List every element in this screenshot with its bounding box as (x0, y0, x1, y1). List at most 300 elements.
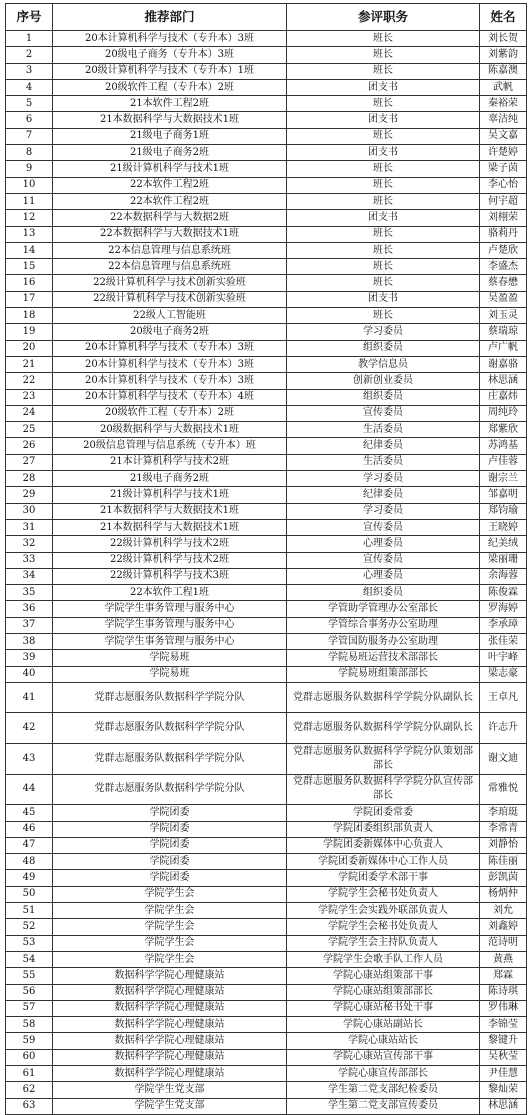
cell-position: 学院心康站秘书处干事 (287, 1000, 480, 1016)
table-row (6, 405, 527, 421)
cell-position: 心理委员 (287, 568, 480, 584)
cell-serial-number: 44 (6, 774, 53, 805)
cell-serial-number: 52 (6, 919, 53, 935)
cell-name: 郑钧瑜 (480, 503, 527, 519)
cell-department: 22级人工智能班 (53, 308, 287, 324)
cell-position: 班长 (287, 96, 480, 112)
table-row (6, 503, 527, 519)
cell-serial-number: 19 (6, 324, 53, 340)
cell-serial-number: 23 (6, 389, 53, 405)
cell-serial-number: 61 (6, 1066, 53, 1082)
cell-name: 谢文迪 (480, 744, 527, 775)
cell-position: 学院心康站副站长 (287, 1017, 480, 1033)
cell-position: 班长 (287, 161, 480, 177)
cell-name: 吴文嘉 (480, 128, 527, 144)
cell-name: 罗伟琳 (480, 1000, 527, 1016)
cell-serial-number: 48 (6, 854, 53, 870)
cell-serial-number: 47 (6, 837, 53, 853)
cell-department: 22本软件工程2班 (53, 177, 287, 193)
table-row (6, 536, 527, 552)
cell-serial-number: 30 (6, 503, 53, 519)
cell-position: 班长 (287, 226, 480, 242)
cell-name: 李常青 (480, 821, 527, 837)
table-row (6, 984, 527, 1000)
table-row (6, 226, 527, 242)
cell-department: 数据科学学院心理健康站 (53, 1066, 287, 1082)
cell-name: 吴盈盈 (480, 291, 527, 307)
cell-name: 卢佳蓉 (480, 454, 527, 470)
table-row (6, 291, 527, 307)
cell-serial-number: 60 (6, 1049, 53, 1065)
cell-name: 林思涵 (480, 373, 527, 389)
cell-name: 王卓凡 (480, 682, 527, 713)
cell-position: 班长 (287, 47, 480, 63)
cell-serial-number: 37 (6, 617, 53, 633)
header-position: 参评职务 (287, 4, 480, 31)
cell-position: 学院易班组策部部长 (287, 666, 480, 682)
header-serial-number: 序号 (6, 4, 53, 31)
table-row (6, 870, 527, 886)
table-row (6, 210, 527, 226)
cell-position: 教学信息员 (287, 356, 480, 372)
table-row (6, 145, 527, 161)
cell-name: 尹佳慧 (480, 1066, 527, 1082)
cell-position: 团支书 (287, 112, 480, 128)
cell-department: 20级计算机科学与技术（专升本）1班 (53, 63, 287, 79)
cell-department: 党群志愿服务队数据科学学院分队 (53, 713, 287, 744)
cell-department: 22本信息管理与信息系统班 (53, 259, 287, 275)
cell-serial-number: 41 (6, 682, 53, 713)
header-name: 姓名 (480, 4, 527, 31)
cell-department: 22本数据科学与大数据2班 (53, 210, 287, 226)
cell-department: 21级电子商务2班 (53, 471, 287, 487)
table-row (6, 438, 527, 454)
cell-serial-number: 55 (6, 968, 53, 984)
table-row (6, 79, 527, 95)
cell-department: 21本软件工程2班 (53, 96, 287, 112)
cell-position: 学管综合事务办公室助理 (287, 617, 480, 633)
cell-name: 梁志豪 (480, 666, 527, 682)
cell-department: 20级电子商务（专升本）3班 (53, 47, 287, 63)
cell-name: 郑霖 (480, 968, 527, 984)
cell-name: 陈俊霖 (480, 585, 527, 601)
cell-position: 生活委员 (287, 422, 480, 438)
cell-serial-number: 59 (6, 1033, 53, 1049)
header-row (6, 4, 527, 31)
table-row (6, 601, 527, 617)
table-row (6, 585, 527, 601)
cell-name: 纪美绒 (480, 536, 527, 552)
cell-serial-number: 5 (6, 96, 53, 112)
cell-name: 谢宗兰 (480, 471, 527, 487)
cell-name: 庄嘉炜 (480, 389, 527, 405)
cell-position: 学院学生会主持队负责人 (287, 935, 480, 951)
cell-department: 学院学生会 (53, 951, 287, 967)
table-row (6, 682, 527, 713)
cell-name: 吴秋莹 (480, 1049, 527, 1065)
cell-position: 学院学生会秘书处负责人 (287, 886, 480, 902)
cell-department: 学院学生党支部 (53, 1098, 287, 1114)
cell-name: 骆莉丹 (480, 226, 527, 242)
table-row (6, 1033, 527, 1049)
cell-position: 学院学生会秘书处负责人 (287, 919, 480, 935)
cell-name: 刘长贺 (480, 31, 527, 47)
cell-department: 20级数据科学与大数据技术1班 (53, 422, 287, 438)
cell-position: 团支书 (287, 210, 480, 226)
cell-name: 谢嘉骆 (480, 356, 527, 372)
table-row (6, 128, 527, 144)
cell-department: 数据科学学院心理健康站 (53, 968, 287, 984)
table-row (6, 193, 527, 209)
cell-name: 李承璋 (480, 617, 527, 633)
cell-department: 21本计算机科学与技术2班 (53, 454, 287, 470)
cell-name: 许志升 (480, 713, 527, 744)
cell-serial-number: 22 (6, 373, 53, 389)
table-row (6, 471, 527, 487)
cell-serial-number: 31 (6, 519, 53, 535)
cell-department: 20级电子商务2班 (53, 324, 287, 340)
cell-position: 学习委员 (287, 324, 480, 340)
cell-position: 党群志愿服务队数据科学学院分队副队长 (287, 713, 480, 744)
cell-serial-number: 14 (6, 242, 53, 258)
cell-position: 班长 (287, 275, 480, 291)
cell-serial-number: 49 (6, 870, 53, 886)
cell-department: 21级计算机科学与技术1班 (53, 487, 287, 503)
cell-serial-number: 46 (6, 821, 53, 837)
cell-name: 苏鸿基 (480, 438, 527, 454)
cell-position: 班长 (287, 259, 480, 275)
cell-position: 班长 (287, 193, 480, 209)
cell-serial-number: 63 (6, 1098, 53, 1114)
cell-department: 20级信息管理与信息系统（专升本）班 (53, 438, 287, 454)
cell-department: 22级计算机科学与技术2班 (53, 536, 287, 552)
table-row (6, 935, 527, 951)
table-row (6, 1000, 527, 1016)
table-row (6, 774, 527, 805)
table-row (6, 454, 527, 470)
cell-position: 学习委员 (287, 471, 480, 487)
cell-position: 纪律委员 (287, 438, 480, 454)
cell-department: 数据科学学院心理健康站 (53, 1000, 287, 1016)
cell-position: 宣传委员 (287, 552, 480, 568)
cell-position: 班长 (287, 31, 480, 47)
cell-department: 20本计算机科学与技术（专升本）3班 (53, 356, 287, 372)
cell-position: 学生第二党支部宣传委员 (287, 1098, 480, 1114)
cell-department: 数据科学学院心理健康站 (53, 1017, 287, 1033)
cell-department: 21级电子商务1班 (53, 128, 287, 144)
cell-department: 22级计算机科学与技术创新实验班 (53, 291, 287, 307)
cell-department: 20本计算机科学与技术（专升本）4班 (53, 389, 287, 405)
cell-name: 林思涵 (480, 1098, 527, 1114)
cell-serial-number: 62 (6, 1082, 53, 1098)
cell-name: 梁丽珊 (480, 552, 527, 568)
cell-department: 21本数据科学与大数据技术1班 (53, 112, 287, 128)
cell-position: 宣传委员 (287, 519, 480, 535)
cell-position: 学院心康站组策部干事 (287, 968, 480, 984)
cell-department: 20本计算机科学与技术（专升本）3班 (53, 31, 287, 47)
cell-name: 蔡瑞琼 (480, 324, 527, 340)
cell-department: 21级电子商务2班 (53, 145, 287, 161)
cell-position: 学管国防服务办公室助理 (287, 633, 480, 649)
table-row (6, 951, 527, 967)
cell-department: 学院团委 (53, 837, 287, 853)
cell-serial-number: 54 (6, 951, 53, 967)
cell-serial-number: 6 (6, 112, 53, 128)
table-row (6, 854, 527, 870)
table-row (6, 177, 527, 193)
cell-department: 学院易班 (53, 666, 287, 682)
cell-serial-number: 20 (6, 340, 53, 356)
cell-name: 郑紫欣 (480, 422, 527, 438)
cell-name: 罗海婷 (480, 601, 527, 617)
cell-serial-number: 9 (6, 161, 53, 177)
table-row (6, 63, 527, 79)
cell-name: 刘允 (480, 903, 527, 919)
table-row (6, 324, 527, 340)
cell-name: 蔡春懋 (480, 275, 527, 291)
cell-name: 李琯珽 (480, 805, 527, 821)
cell-department: 党群志愿服务队数据科学学院分队 (53, 774, 287, 805)
cell-serial-number: 12 (6, 210, 53, 226)
cell-department: 党群志愿服务队数据科学学院分队 (53, 744, 287, 775)
cell-position: 组织委员 (287, 340, 480, 356)
cell-name: 刘栩荣 (480, 210, 527, 226)
cell-name: 秦裕荣 (480, 96, 527, 112)
cell-serial-number: 36 (6, 601, 53, 617)
cell-serial-number: 57 (6, 1000, 53, 1016)
cell-department: 22本软件工程2班 (53, 193, 287, 209)
cell-department: 22本软件工程1班 (53, 585, 287, 601)
cell-position: 学院学生会实践外联部负责人 (287, 903, 480, 919)
cell-name: 刘紫韵 (480, 47, 527, 63)
cell-department: 20本计算机科学与技术（专升本）3班 (53, 340, 287, 356)
cell-serial-number: 53 (6, 935, 53, 951)
table-row (6, 744, 527, 775)
table-row (6, 821, 527, 837)
cell-serial-number: 45 (6, 805, 53, 821)
cell-position: 班长 (287, 308, 480, 324)
table-row (6, 552, 527, 568)
cell-department: 学院团委 (53, 805, 287, 821)
table-row (6, 1098, 527, 1114)
table-row (6, 1017, 527, 1033)
table-row (6, 519, 527, 535)
cell-serial-number: 25 (6, 422, 53, 438)
table-row (6, 356, 527, 372)
cell-position: 学院团委新媒体中心工作人员 (287, 854, 480, 870)
cell-department: 学院学生事务管理与服务中心 (53, 601, 287, 617)
cell-serial-number: 42 (6, 713, 53, 744)
table-row (6, 805, 527, 821)
cell-department: 22级计算机科学与技术创新实验班 (53, 275, 287, 291)
cell-name: 刘静怡 (480, 837, 527, 853)
table-row (6, 1049, 527, 1065)
header-department: 推荐部门 (53, 4, 287, 31)
cell-serial-number: 15 (6, 259, 53, 275)
cell-position: 学院团委常委 (287, 805, 480, 821)
table-row (6, 968, 527, 984)
cell-serial-number: 33 (6, 552, 53, 568)
table-row (6, 837, 527, 853)
cell-serial-number: 13 (6, 226, 53, 242)
cell-department: 学院团委 (53, 854, 287, 870)
cell-name: 彭凯茵 (480, 870, 527, 886)
cell-name: 陈佳丽 (480, 854, 527, 870)
cell-name: 辜洁纯 (480, 112, 527, 128)
cell-department: 数据科学学院心理健康站 (53, 1033, 287, 1049)
cell-department: 20本计算机科学与技术（专升本）3班 (53, 373, 287, 389)
cell-name: 王晓婷 (480, 519, 527, 535)
cell-position: 团支书 (287, 291, 480, 307)
cell-serial-number: 38 (6, 633, 53, 649)
cell-serial-number: 18 (6, 308, 53, 324)
cell-position: 学院团委学术部干事 (287, 870, 480, 886)
cell-name: 黎键升 (480, 1033, 527, 1049)
cell-position: 组织委员 (287, 389, 480, 405)
table-row (6, 713, 527, 744)
cell-serial-number: 39 (6, 650, 53, 666)
cell-position: 学院心康站宣传部干事 (287, 1049, 480, 1065)
cell-serial-number: 34 (6, 568, 53, 584)
cell-department: 22级计算机科学与技术3班 (53, 568, 287, 584)
table-body (6, 31, 527, 1115)
cell-serial-number: 43 (6, 744, 53, 775)
cell-name: 陈嘉澳 (480, 63, 527, 79)
cell-serial-number: 11 (6, 193, 53, 209)
cell-position: 心理委员 (287, 536, 480, 552)
cell-name: 范诗明 (480, 935, 527, 951)
table-row (6, 389, 527, 405)
recommendation-table (5, 3, 527, 1115)
table-row (6, 666, 527, 682)
cell-position: 学院心康站站长 (287, 1033, 480, 1049)
cell-department: 20级软件工程（专升本）2班 (53, 405, 287, 421)
cell-position: 班长 (287, 63, 480, 79)
table-row (6, 308, 527, 324)
cell-serial-number: 27 (6, 454, 53, 470)
cell-name: 许楚婷 (480, 145, 527, 161)
cell-name: 武帆 (480, 79, 527, 95)
cell-name: 黎灿荣 (480, 1082, 527, 1098)
cell-serial-number: 17 (6, 291, 53, 307)
table-row (6, 919, 527, 935)
cell-serial-number: 2 (6, 47, 53, 63)
cell-position: 团支书 (287, 79, 480, 95)
table-row (6, 161, 527, 177)
cell-department: 20级软件工程（专升本）2班 (53, 79, 287, 95)
cell-position: 党群志愿服务队数据科学学院分队宣传部部长 (287, 774, 480, 805)
cell-department: 21本数据科学与大数据技术1班 (53, 503, 287, 519)
cell-serial-number: 8 (6, 145, 53, 161)
cell-department: 学院学生事务管理与服务中心 (53, 617, 287, 633)
cell-department: 学院团委 (53, 821, 287, 837)
cell-position: 宣传委员 (287, 405, 480, 421)
cell-department: 数据科学学院心理健康站 (53, 984, 287, 1000)
cell-name: 卢广帆 (480, 340, 527, 356)
cell-position: 党群志愿服务队数据科学学院分队策划部部长 (287, 744, 480, 775)
cell-position: 创新创业委员 (287, 373, 480, 389)
cell-position: 学管助学管理办公室部长 (287, 601, 480, 617)
cell-position: 学习委员 (287, 503, 480, 519)
cell-name: 邹嘉明 (480, 487, 527, 503)
cell-position: 团支书 (287, 145, 480, 161)
cell-department: 学院学生会 (53, 935, 287, 951)
cell-position: 纪律委员 (287, 487, 480, 503)
cell-name: 陈诗琪 (480, 984, 527, 1000)
cell-serial-number: 7 (6, 128, 53, 144)
cell-serial-number: 35 (6, 585, 53, 601)
cell-position: 学院心康站组策部部长 (287, 984, 480, 1000)
cell-serial-number: 26 (6, 438, 53, 454)
cell-serial-number: 21 (6, 356, 53, 372)
cell-name: 李心怡 (480, 177, 527, 193)
cell-name: 张佳荣 (480, 633, 527, 649)
table-row (6, 903, 527, 919)
cell-position: 学院学生会歌手队工作人员 (287, 951, 480, 967)
cell-name: 杨炳仲 (480, 886, 527, 902)
cell-serial-number: 51 (6, 903, 53, 919)
cell-department: 学院学生会 (53, 886, 287, 902)
cell-department: 22本数据科学与大数据技术1班 (53, 226, 287, 242)
cell-name: 刘鑫婷 (480, 919, 527, 935)
table-row (6, 47, 527, 63)
cell-position: 学院易班运营技术部部长 (287, 650, 480, 666)
cell-department: 22级计算机科学与技术2班 (53, 552, 287, 568)
table-row (6, 650, 527, 666)
cell-department: 数据科学学院心理健康站 (53, 1049, 287, 1065)
table-row (6, 617, 527, 633)
table-row (6, 886, 527, 902)
cell-name: 卢楚欣 (480, 242, 527, 258)
cell-name: 何宇超 (480, 193, 527, 209)
cell-department: 学院易班 (53, 650, 287, 666)
table-row (6, 259, 527, 275)
cell-name: 李锦莹 (480, 1017, 527, 1033)
cell-position: 组织委员 (287, 585, 480, 601)
cell-department: 21级计算机科学与技术1班 (53, 161, 287, 177)
cell-serial-number: 50 (6, 886, 53, 902)
table-row (6, 340, 527, 356)
cell-position: 学院团委新媒体中心负责人 (287, 837, 480, 853)
cell-name: 余海蓉 (480, 568, 527, 584)
cell-department: 21本数据科学与大数据技术1班 (53, 519, 287, 535)
cell-position: 班长 (287, 242, 480, 258)
cell-name: 李盛杰 (480, 259, 527, 275)
cell-serial-number: 28 (6, 471, 53, 487)
cell-serial-number: 16 (6, 275, 53, 291)
cell-serial-number: 1 (6, 31, 53, 47)
table-row (6, 31, 527, 47)
table-row (6, 112, 527, 128)
cell-serial-number: 4 (6, 79, 53, 95)
cell-position: 生活委员 (287, 454, 480, 470)
table-row (6, 633, 527, 649)
table-row (6, 1066, 527, 1082)
cell-name: 叶宇峰 (480, 650, 527, 666)
cell-serial-number: 3 (6, 63, 53, 79)
cell-department: 学院学生会 (53, 919, 287, 935)
cell-serial-number: 58 (6, 1017, 53, 1033)
cell-name: 梁子茵 (480, 161, 527, 177)
cell-department: 学院学生会 (53, 903, 287, 919)
cell-serial-number: 40 (6, 666, 53, 682)
cell-department: 党群志愿服务队数据科学学院分队 (53, 682, 287, 713)
table-row (6, 242, 527, 258)
cell-department: 学院学生党支部 (53, 1082, 287, 1098)
cell-name: 刘玉灵 (480, 308, 527, 324)
cell-serial-number: 56 (6, 984, 53, 1000)
cell-position: 党群志愿服务队数据科学学院分队副队长 (287, 682, 480, 713)
